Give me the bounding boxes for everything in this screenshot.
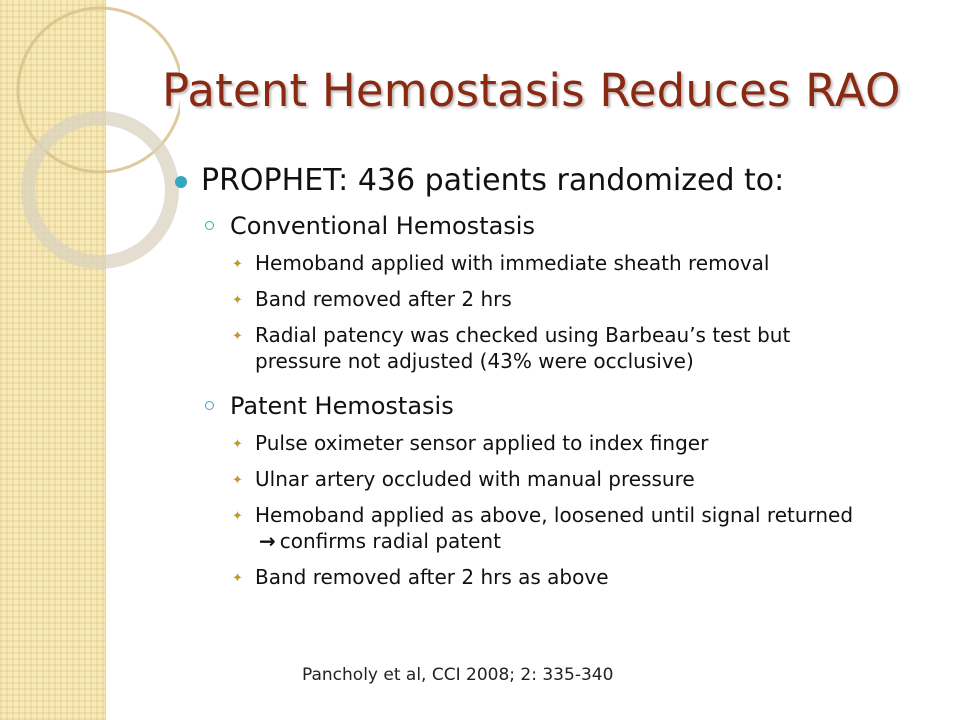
bullet-ring [205, 221, 214, 230]
list-item: ✦ Hemoband applied with immediate sheath removal [175, 250, 875, 276]
bullet-star: ✦ [232, 571, 243, 586]
slide-title: Patent Hemostasis Reduces RAO [162, 64, 901, 117]
list-item: ✦ Band removed after 2 hrs as above [175, 564, 875, 590]
bullet-star: ✦ [232, 509, 243, 524]
bullet-dot [175, 176, 187, 188]
main-bullet [175, 160, 895, 202]
slide-content [175, 160, 895, 600]
list-item: ✦ Ulnar artery occluded with manual pressure [175, 466, 875, 492]
bullet-star: ✦ [232, 329, 243, 344]
group-heading-patent: Patent Hemostasis [175, 388, 895, 424]
right-arrow-icon: → [259, 529, 276, 553]
group-heading-conventional: Conventional Hemostasis [175, 208, 895, 244]
citation: Pancholy et al, CCI 2008; 2: 335-340 [302, 665, 614, 685]
main-bullet-text: PROPHET: 436 patients randomized to: [201, 163, 785, 198]
bullet-star: ✦ [232, 257, 243, 272]
bullet-star: ✦ [232, 473, 243, 488]
bullet-star: ✦ [232, 437, 243, 452]
list-item: ✦ Radial patency was checked using Barbeau’s test but pressure not adjusted (43% were occlusive) [232, 323, 791, 373]
list-item-continuation: confirms radial patent [279, 529, 501, 553]
decorative-circles [0, 0, 180, 330]
bullet-ring [205, 401, 214, 410]
list-item: ✦ Pulse oximeter sensor applied to index finger [175, 430, 875, 456]
list-item: ✦ Hemoband applied as above, loosened until signal returned → confirms radial patent [232, 503, 854, 553]
list-item: ✦ Band removed after 2 hrs [175, 286, 875, 312]
bullet-star: ✦ [232, 293, 243, 308]
